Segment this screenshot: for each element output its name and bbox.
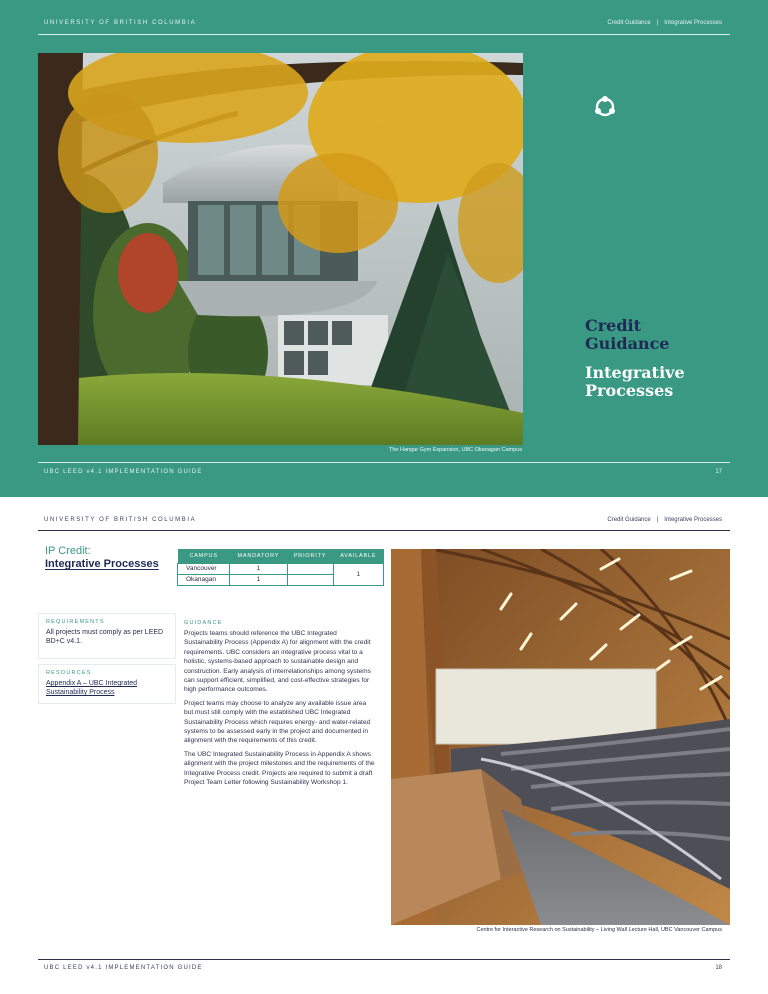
breadcrumb-section: Credit Guidance — [607, 517, 651, 523]
priority-cell — [287, 563, 333, 574]
table-row — [178, 563, 384, 574]
university-header: UNIVERSITY OF BRITISH COLUMBIA — [44, 517, 197, 523]
cycle-icon — [593, 95, 617, 119]
photo-caption: The Hangar Gym Expansion, UBC Okanagan Campus — [389, 447, 522, 453]
requirements-text: All projects must comply as per LEED BD+C v4.1. — [46, 629, 164, 645]
section-title-line1: Integrative — [585, 363, 685, 382]
header-rule — [38, 34, 730, 35]
guidance-paragraph: Projects teams should reference the UBC Integrated Sustainability Process (Appendix A) for alignment with the credit requirements. UBC considers an integrative process vital to a holistic, systems-based approach to sustainable design and construction. Early analysis of interrelationships among systems can support efficient, simplified, and cost-effective strategies for high performance outcomes. — [184, 630, 371, 694]
credit-title: IP Credit: — [45, 545, 91, 557]
guidance-paragraph: Project teams may choose to analyze any available issue area but must still comply with the established UBC Integrated Sustainability Process which requires energy- and water-related systems to be assessed early in the project and documented in alignment with the requirements of this credit. — [184, 699, 371, 745]
credit-subtitle: Integrative Processes — [45, 558, 159, 570]
resources-box — [38, 664, 176, 704]
table-header-campus: CAMPUS — [178, 549, 230, 563]
footer-guide-title: UBC LEED v4.1 IMPLEMENTATION GUIDE — [44, 469, 203, 475]
credit-points-table — [177, 549, 384, 586]
page-number: 17 — [715, 469, 722, 475]
priority-cell — [287, 574, 333, 585]
available-cell: 1 — [333, 563, 383, 585]
table-header-priority: PRIORITY — [287, 549, 333, 563]
footer-guide-title: UBC LEED v4.1 IMPLEMENTATION GUIDE — [44, 965, 203, 971]
table-header-mandatory: MANDATORY — [230, 549, 287, 563]
hangar-gym-photo — [38, 53, 523, 445]
requirements-box — [38, 613, 176, 659]
requirements-heading: REQUIREMENTS — [46, 619, 105, 625]
appendix-a-link[interactable]: Appendix A – UBC Integrated Sustainability Process — [46, 680, 138, 696]
table-header-available: AVAILABLE — [333, 549, 383, 563]
mandatory-cell: 1 — [230, 563, 287, 574]
campus-cell: Vancouver — [178, 563, 230, 574]
page-18 — [0, 501, 768, 994]
breadcrumb — [607, 20, 722, 26]
guidance-paragraph: The UBC Integrated Sustainability Process in Appendix A shows alignment with the project milestones and the requirements of the Integrative Process credit. Projects are required to submit a draft Project Team Letter following Sustainability Workshop 1. — [184, 750, 375, 787]
section-title — [585, 364, 685, 400]
header-rule — [38, 530, 730, 531]
section-title-line2: Processes — [585, 381, 674, 400]
guidance-heading: GUIDANCE — [184, 620, 223, 626]
lecture-hall-photo — [391, 549, 730, 925]
footer-rule — [38, 959, 730, 960]
campus-cell: Okanagan — [178, 574, 230, 585]
page-number: 18 — [715, 965, 722, 971]
breadcrumb-topic: Integrative Processes — [664, 20, 722, 26]
chapter-title-line2: Guidance — [585, 334, 670, 353]
breadcrumb-section: Credit Guidance — [607, 20, 651, 26]
resources-heading: RESOURCES — [46, 670, 92, 676]
breadcrumb-topic: Integrative Processes — [664, 517, 722, 523]
photo-caption: Centre for Interactive Research on Sustainability – Living Wall Lecture Hall, UBC Vancouver Campus — [476, 927, 722, 933]
university-header: UNIVERSITY OF BRITISH COLUMBIA — [44, 20, 197, 26]
footer-rule — [38, 462, 730, 463]
breadcrumb — [607, 517, 722, 523]
chapter-title-line1: Credit — [585, 316, 641, 335]
breadcrumb-separator: | — [656, 517, 659, 523]
mandatory-cell: 1 — [230, 574, 287, 585]
breadcrumb-separator: | — [656, 20, 659, 26]
chapter-title — [585, 317, 669, 353]
guidance-section — [184, 620, 376, 792]
